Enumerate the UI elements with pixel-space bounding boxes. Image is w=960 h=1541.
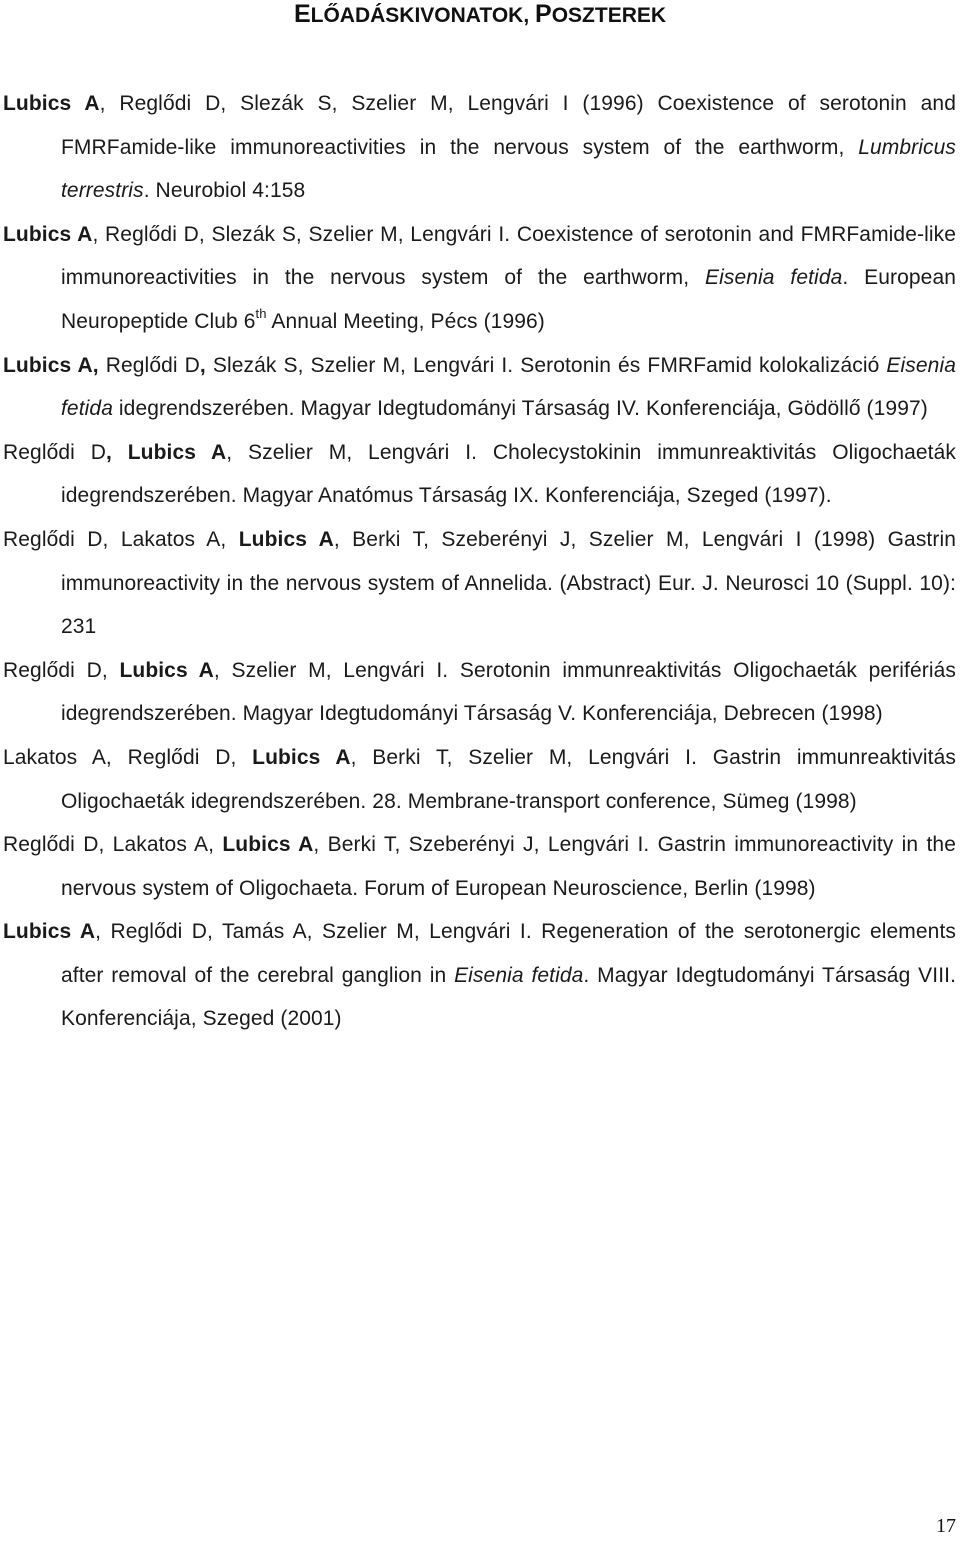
- highlighted-author: Lubics A,: [3, 353, 99, 377]
- reference-item: Lubics A, Reglődi D, Slezák S, Szelier M, Lengvári I. Serotonin és FMRFamid kolokalizáció Eisenia fetida idegrendszerében. Magyar Idegtudományi Társaság IV. Konferenciája, Gödöllő (1997): [3, 353, 956, 421]
- species-name: Lumbricus terrestris: [61, 135, 956, 203]
- reference-item: Lubics A, Reglődi D, Slezák S, Szelier M, Lengvári I. Coexistence of serotonin and FMRFamide-like immunoreactivities in the nervous system of the earthworm, Eisenia fetida. European Neuropeptide Club 6th Annual Meeting, Pécs (1996): [3, 222, 957, 333]
- highlighted-author: Lubics A: [3, 920, 96, 944]
- reference-item: Reglődi D, Lakatos A, Lubics A, Berki T, Szeberényi J, Lengvári I. Gastrin immunoreactivity in the nervous system of Oligochaeta. Forum of European Neuroscience, Berlin (1998): [3, 833, 956, 900]
- reference-item: Lakatos A, Reglődi D, Lubics A, Berki T, Szelier M, Lengvári I. Gastrin immunreaktivitás Oligochaeták idegrendszerében. 28. Membrane-transport conference, Sümeg (1998): [3, 745, 956, 813]
- reference-list: [3, 82, 956, 1041]
- highlighted-author: Lubics A: [222, 833, 314, 857]
- reference-item: Reglődi D, Lakatos A, Lubics A, Berki T, Szeberényi J, Szelier M, Lengvári I (1998) Gastrin immunoreactivity in the nervous system of Annelida. (Abstract) Eur. J. Neurosci 10 (Suppl. 10): 231: [3, 527, 956, 639]
- highlighted-author: Lubics A: [238, 527, 334, 551]
- reference-item: Reglődi D, Lubics A, Szelier M, Lengvári I. Cholecystokinin immunreaktivitás Oligochaeták idegrendszerében. Magyar Anatómus Társaság IX. Konferenciája, Szeged (1997).: [3, 440, 956, 508]
- highlighted-author: , Lubics A: [105, 440, 227, 464]
- page-title: ELŐADÁSKIVONATOK, POSZTEREK: [293, 0, 667, 28]
- ordinal-suffix: th: [255, 305, 267, 321]
- highlighted-author: Lubics A: [3, 92, 100, 115]
- species-name: Eisenia fetida: [61, 353, 956, 421]
- highlighted-author: Lubics A: [252, 745, 351, 769]
- page-number: 17: [936, 1515, 956, 1537]
- reference-item: Lubics A, Reglődi D, Slezák S, Szelier M, Lengvári I (1996) Coexistence of serotonin and FMRFamide-like immunoreactivities in the nervous system of the earthworm, Lumbricus terrestris. Neurobiol 4:158: [3, 92, 956, 203]
- highlighted-author: Lubics A: [3, 222, 93, 246]
- reference-item: Lubics A, Reglődi D, Tamás A, Szelier M, Lengvári I. Regeneration of the serotonergic elements after removal of the cerebral ganglion in Eisenia fetida. Magyar Idegtudományi Társaság VIII. Konferenciája, Szeged (2001): [3, 920, 957, 1031]
- species-name: Eisenia fetida: [454, 963, 584, 987]
- highlighted-author: Lubics A: [119, 658, 214, 682]
- species-name: Eisenia fetida: [705, 266, 843, 290]
- reference-item: Reglődi D, Lubics A, Szelier M, Lengvári I. Serotonin immunreaktivitás Oligochaeták perifériás idegrendszerében. Magyar Idegtudományi Társaság V. Konferenciája, Debrecen (1998): [3, 658, 956, 726]
